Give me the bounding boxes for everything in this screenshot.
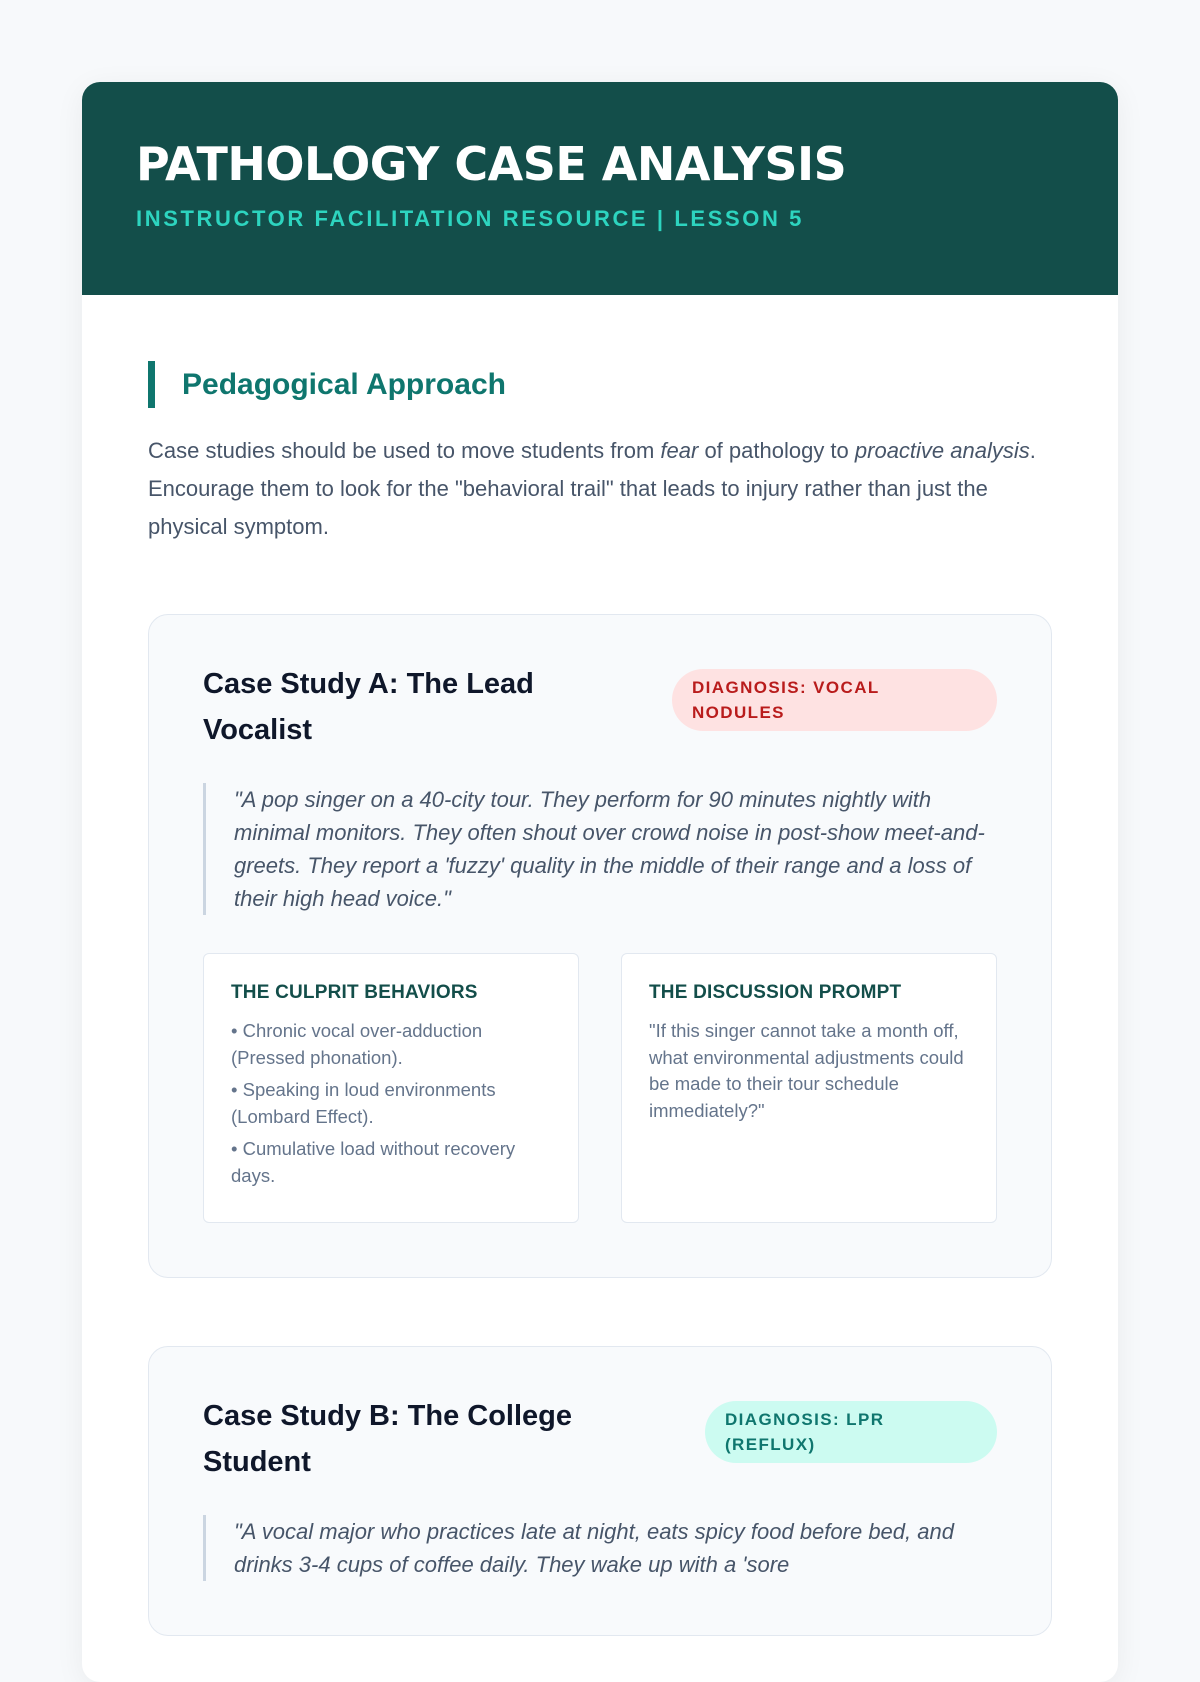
diagnosis-badge: DIAGNOSIS: VOCAL NODULES <box>672 669 997 731</box>
case-title: Case Study B: The College Student <box>203 1400 573 1478</box>
page-subtitle: INSTRUCTOR FACILITATION RESOURCE | LESSON 5 <box>136 206 804 231</box>
intro-text-3: . Encourage them to look for the "behavioral trail" that leads to injury rather than just the physical symptom. <box>148 438 1036 539</box>
intro-text-1: Case studies should be used to move students from <box>148 438 661 463</box>
intro-paragraph <box>148 432 1052 546</box>
discussion-panel <box>621 953 997 1223</box>
list-item: • Chronic vocal over-adduction (Pressed phonation). <box>231 1020 483 1068</box>
intro-text-2: of pathology to <box>698 438 855 463</box>
list-item: • Cumulative load without recovery days. <box>231 1138 516 1186</box>
behaviors-title: THE CULPRIT BEHAVIORS <box>231 982 478 1003</box>
case-panels <box>203 953 997 1223</box>
case-header <box>203 669 997 753</box>
document-card <box>82 82 1118 1682</box>
case-quote: "A vocal major who practices late at night, eats spicy food before bed, and drinks 3-4 cups of coffee daily. They wake up with a 'sore <box>203 1515 997 1581</box>
case-card-b <box>148 1346 1052 1636</box>
case-quote: "A pop singer on a 40-city tour. They perform for 90 minutes nightly with minimal monitors. They often shout over crowd noise in post-show meet-and-greets. They report a 'fuzzy' quality in the middle of their range and a loss of their high head voice." <box>203 783 997 915</box>
document-header <box>82 82 1118 295</box>
intro-emphasis-proactive: proactive analysis <box>854 438 1030 463</box>
case-title: Case Study A: The Lead Vocalist <box>203 668 534 746</box>
intro-emphasis-fear: fear <box>660 438 699 463</box>
diagnosis-badge: DIAGNOSIS: LPR (REFLUX) <box>705 1401 997 1463</box>
behaviors-list <box>231 1018 552 1189</box>
list-item: • Speaking in loud environments (Lombard Effect). <box>231 1079 496 1127</box>
case-card-a <box>148 614 1052 1278</box>
section-heading-approach: Pedagogical Approach <box>148 361 1052 408</box>
document-content <box>82 361 1118 1636</box>
discussion-title: THE DISCUSSION PROMPT <box>649 982 902 1003</box>
behaviors-panel <box>203 953 579 1223</box>
page-title: PATHOLOGY CASE ANALYSIS <box>136 137 847 191</box>
discussion-prompt: "If this singer cannot take a month off, what environmental adjustments could be made to their tour schedule immediately?" <box>649 1020 964 1121</box>
case-header <box>203 1401 997 1485</box>
